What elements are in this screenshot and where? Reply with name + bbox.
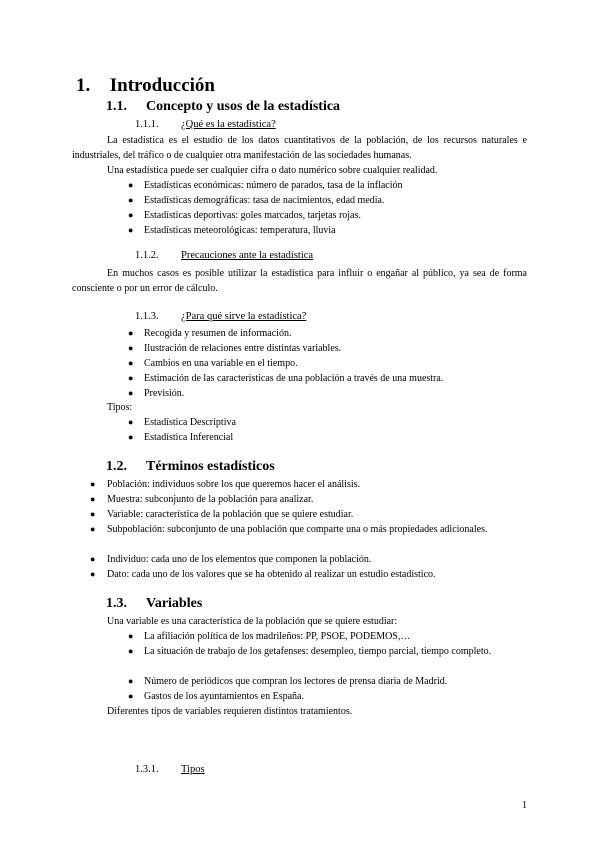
section-title: Concepto y usos de la estadística [146, 99, 341, 114]
list-item [128, 326, 528, 341]
bullet-icon: ● [128, 225, 134, 235]
section-title: Tipos [181, 764, 205, 775]
list-item [90, 477, 528, 492]
section-title: ¿Qué es la estadística? [181, 119, 276, 130]
section-number: 1.3.1. [135, 764, 159, 775]
list-item [128, 208, 528, 223]
section-heading-1-1 [106, 99, 340, 115]
bullet-icon: ● [128, 646, 134, 656]
section-number: 1.2. [106, 459, 127, 474]
bullet-icon: ● [128, 676, 134, 686]
list-item-text: La situación de trabajo de los getafenses: desempleo, tiempo parcial, tiempo completo. [144, 646, 492, 657]
section-number: 1. [76, 75, 91, 96]
section-number: 1.1.2. [135, 250, 159, 261]
list-item-text: Población: individuos sobre los que queremos hacer el análisis. [107, 479, 361, 490]
list-item [128, 371, 528, 386]
list-item [90, 492, 528, 507]
list-item [128, 386, 528, 401]
section-title: Introducción [109, 75, 215, 96]
bullet-icon: ● [90, 554, 96, 564]
list-item [128, 430, 528, 445]
bullet-icon: ● [128, 343, 134, 353]
list-item-text: Estadísticas económicas: número de parados, tasa de la inflación [144, 180, 403, 191]
section-heading-1-1-1 [135, 119, 276, 130]
list-item [90, 507, 528, 522]
bullet-icon: ● [128, 195, 134, 205]
section-number: 1.1.1. [135, 119, 159, 130]
list-item-text: Estimación de las características de una población a través de una muestra. [144, 373, 444, 384]
list-item [128, 356, 528, 371]
bullet-icon: ● [90, 524, 96, 534]
section-title: Precauciones ante la estadística [181, 250, 314, 261]
bullet-icon: ● [128, 417, 134, 427]
list-item [128, 674, 528, 689]
list-item-text: Subpoblación: subconjunto de una población que comparte una o más propiedades adicionales. [107, 524, 488, 535]
list-item [128, 629, 528, 644]
bullet-icon: ● [128, 210, 134, 220]
variables-outro: Diferentes tipos de variables requieren distintos tratamientos. [107, 706, 353, 717]
variables-intro: Una variable es una característica de la población que se quiere estudiar: [107, 616, 398, 627]
list-item-text: Número de periódicos que compran los lectores de prensa diaria de Madrid. [144, 676, 448, 687]
list-item-text: Dato: cada uno de los valores que se ha obtenido al realizar un estudio estadístico. [107, 569, 436, 580]
list-item-text: Cambios en una variable en el tiempo. [144, 358, 298, 369]
list-item-text: Estadísticas meteorológicas: temperatura, lluvia [144, 225, 336, 236]
section-heading-1-2 [106, 459, 275, 475]
list-item [90, 522, 528, 552]
list-item [90, 567, 528, 582]
list-item-text: Ilustración de relaciones entre distintas variables. [144, 343, 342, 354]
list-item-text: La afiliación política de los madrileños: PP, PSOE, PODEMOS,… [144, 631, 411, 642]
list-item [128, 689, 528, 704]
list-item [128, 415, 528, 430]
list-item-text: Estadísticas deportivas: goles marcados, tarjetas rojas. [144, 210, 361, 221]
intro-paragraph: La estadística es el estudio de los datos cuantitativos de la población, de los recursos naturales e industriales, del tráfico o de cualquier otra manifestación de las sociedades humanas. [72, 135, 527, 161]
section-heading-1-1-2 [135, 250, 313, 261]
types-label: Tipos: [107, 402, 133, 413]
list-item [128, 341, 528, 356]
section-heading-1-3-1 [135, 764, 205, 775]
bullet-icon: ● [128, 180, 134, 190]
list-item-text: Estadística Descriptiva [144, 417, 236, 428]
list-item-text: Previsión. [144, 388, 185, 399]
section-title: Términos estadísticos [146, 459, 275, 474]
precaution-paragraph: En muchos casos es posible utilizar la estadística para influir o engañar al público, ya sea de forma consciente o por un error de cálculo. [72, 268, 527, 294]
bullet-icon: ● [128, 388, 134, 398]
section-number: 1.3. [106, 596, 127, 611]
list-item-text: Gastos de los ayuntamientos en España. [144, 691, 304, 702]
list-item [128, 178, 528, 193]
bullet-icon: ● [90, 494, 96, 504]
section-title: ¿Para qué sirve la estadística? [181, 311, 307, 322]
list-item [90, 552, 528, 567]
list-item [128, 223, 528, 238]
bullet-icon: ● [90, 479, 96, 489]
section-heading-1-3 [106, 596, 202, 612]
section-number: 1.1.3. [135, 311, 159, 322]
list-item [128, 644, 528, 674]
list-item-text: Muestra: subconjunto de la población para analizar. [107, 494, 314, 505]
bullet-icon: ● [128, 328, 134, 338]
bullet-icon: ● [128, 691, 134, 701]
section-number: 1.1. [106, 99, 127, 114]
bullet-icon: ● [128, 631, 134, 641]
section-heading-1-1-3 [135, 311, 306, 322]
bullet-icon: ● [90, 569, 96, 579]
bullet-icon: ● [90, 509, 96, 519]
list-item-text: Estadística Inferencial [144, 432, 234, 443]
section-heading-1 [76, 75, 215, 97]
bullet-icon: ● [128, 373, 134, 383]
list-item-text: Variable: característica de la población que se quiere estudiar. [107, 509, 354, 520]
section-title: Variables [146, 596, 203, 611]
list-item-text: Individuo: cada uno de los elementos que componen la población. [107, 554, 372, 565]
list-item-text: Recogida y resumen de información. [144, 328, 292, 339]
list-item-text: Estadísticas demográficas: tasa de nacimientos, edad media. [144, 195, 385, 206]
intro-line: Una estadística puede ser cualquier cifra o dato numérico sobre cualquier realidad. [107, 165, 438, 176]
bullet-icon: ● [128, 358, 134, 368]
bullet-icon: ● [128, 432, 134, 442]
list-item [128, 193, 528, 208]
page-number: 1 [522, 800, 527, 811]
